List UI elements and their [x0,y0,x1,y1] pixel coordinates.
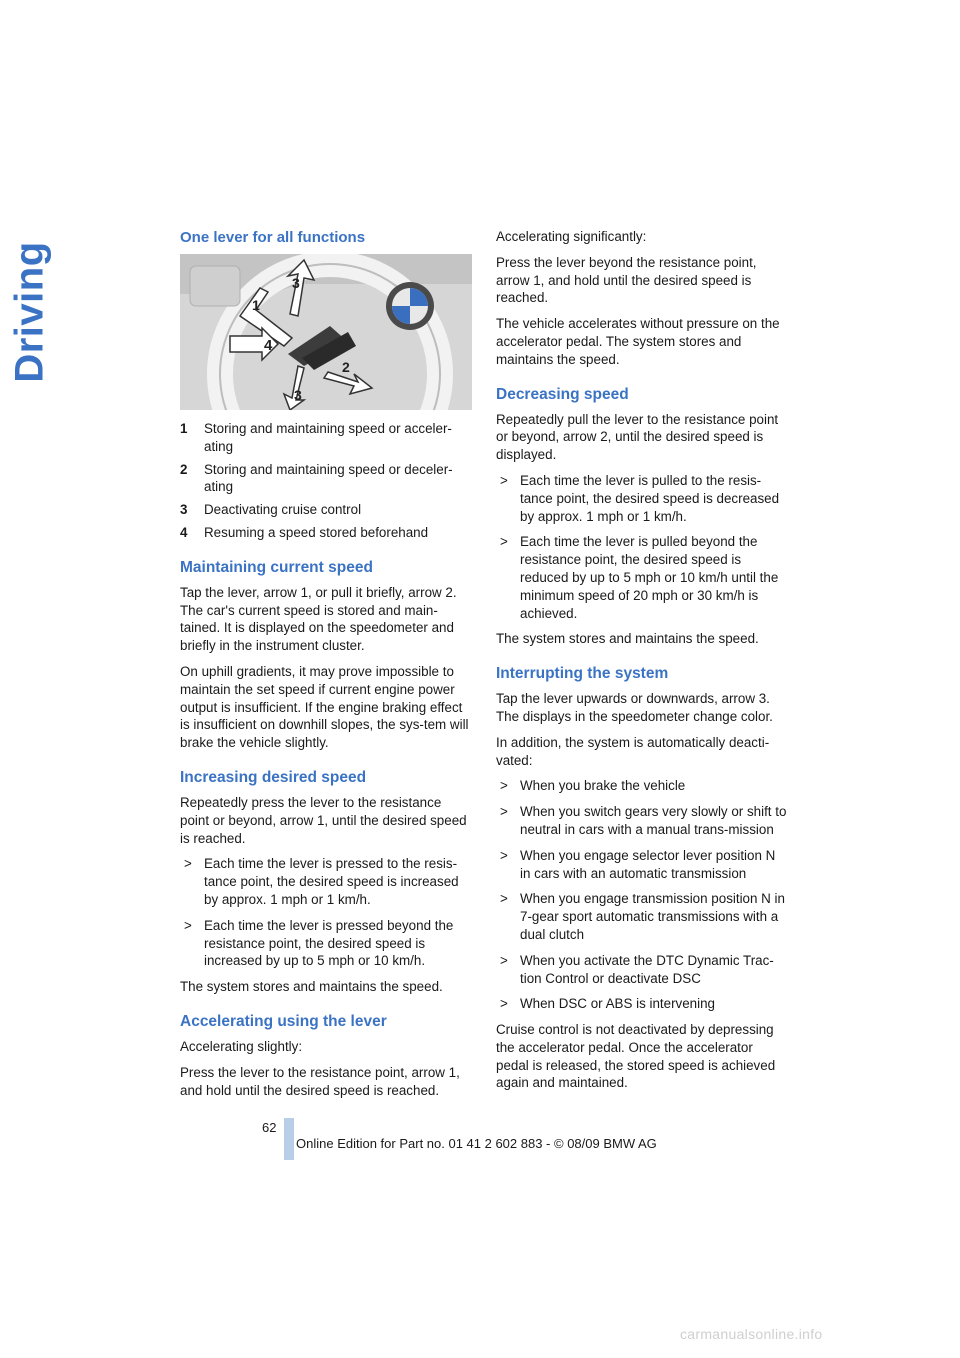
left-column [180,228,472,1107]
deactivation-bullet [496,847,788,883]
bullet-text: When DSC or ABS is intervening [520,996,715,1012]
deactivation-bullet [496,890,788,943]
bullet-glyph: > [500,891,508,907]
heading-one-lever: One lever for all functions [180,229,366,246]
figure-label-1: 1 [252,297,260,313]
legend-item [180,501,472,519]
bullet-text: When you activate the DTC Dynamic Trac-tion Control or deactivate DSC [520,952,774,986]
increasing-bullet [180,917,472,970]
bullet-glyph: > [500,804,508,820]
interrupting-paragraph-1: Tap the lever upwards or downwards, arrow 3. The displays in the speedometer change color. [496,691,773,724]
bullet-text: When you brake the vehicle [520,778,686,794]
footer-edition-text: Online Edition for Part no. 01 41 2 602 883 - © 08/09 BMW AG [296,1136,657,1151]
heading-maintaining-speed: Maintaining current speed [180,558,373,576]
accelerating-significantly-paragraph-2: The vehicle accelerates without pressure on the accelerator pedal. The system stores and maintains the speed. [496,316,780,367]
legend-text: Deactivating cruise control [204,502,362,518]
deactivation-bullet [496,803,788,839]
legend-number: 1 [180,421,188,436]
decreasing-paragraph-1: Repeatedly pull the lever to the resistance point or beyond, arrow 2, until the desired speed is displayed. [496,411,779,463]
deactivation-bullet [496,952,788,988]
bullet-text: Each time the lever is pressed beyond the resistance point, the desired speed is increased by up to 5 mph or 10 km/h. [204,917,454,969]
accelerating-slightly-label: Accelerating slightly: [180,1038,303,1054]
cruise-control-lever-illustration [180,254,472,410]
bullet-glyph: > [500,778,508,794]
legend-text: Storing and maintaining speed or deceler-ating [204,461,453,495]
deactivation-bullet [496,995,788,1013]
decreasing-bullet [496,533,788,622]
bullet-text: When you switch gears very slowly or shift to neutral in cars with a manual trans-mission [520,804,787,837]
bullet-text: Each time the lever is pulled beyond the resistance point, the desired speed is reduced by up to 5 mph or 10 km/h until the minimum speed of 20 mph or 30 km/h is achieved. [520,534,779,621]
bullet-glyph: > [500,847,508,863]
decreasing-bullet [496,472,788,525]
heading-decreasing-speed: Decreasing speed [496,385,629,403]
heading-interrupting-system: Interrupting the system [496,665,669,683]
heading-accelerating-lever: Accelerating using the lever [180,1012,387,1030]
section-sidebar-title [6,222,54,402]
page-number: 62 [262,1120,277,1135]
interrupting-paragraph-3: Cruise control is not deactivated by depressing the accelerator pedal. Once the accelerator pedal is released, the stored speed is achieved again and maintained. [496,1022,776,1091]
maintaining-paragraph-2: On uphill gradients, it may prove impossible to maintain the set speed if current engine power output is insufficient. If the engine braking effect is insufficient on downhill slopes, the sys-tem will brake the vehicle slightly. [180,663,469,751]
bullet-text: When you engage selector lever position N in cars with an automatic transmission [520,847,776,881]
accelerating-significantly-paragraph-1: Press the lever beyond the resistance point, arrow 1, and hold until the desired speed is reached. [496,254,757,306]
maintaining-paragraph-1: Tap the lever, arrow 1, or pull it briefly, arrow 2. The car's current speed is stored and main-tained. It is displayed on the speedometer and briefly in the instrument cluster. [180,584,457,654]
bullet-glyph: > [500,996,508,1012]
interrupting-paragraph-2: In addition, the system is automatically deacti-vated: [496,734,770,768]
footer-accent-bar [284,1118,294,1160]
accelerating-significantly-label: Accelerating significantly: [496,229,647,244]
figure-label-4: 4 [264,337,273,354]
legend-number: 3 [180,502,188,518]
bullet-text: When you engage transmission position N in 7-gear sport automatic transmissions with a dual clutch [520,891,785,942]
increasing-bullet [180,855,472,908]
bullet-glyph: > [500,952,508,968]
bullet-glyph: > [500,472,508,488]
legend-item [180,524,472,542]
bullet-text: Each time the lever is pulled to the resis-tance point, the desired speed is decreased by approx. 1 mph or 1 km/h. [520,472,780,524]
legend-number: 2 [180,461,188,477]
bullet-glyph: > [184,856,192,872]
increasing-paragraph-1: Repeatedly press the lever to the resistance point or beyond, arrow 1, until the desired speed is reached. [180,794,467,846]
watermark: carmanualsonline.info [680,1326,823,1342]
increasing-paragraph-2: The system stores and maintains the speed. [180,979,443,995]
heading-increasing-speed: Increasing desired speed [180,768,367,786]
bullet-glyph: > [184,917,192,933]
bullet-text: Each time the lever is pressed to the resis-tance point, the desired speed is increased by approx. 1 mph or 1 km/h. [204,856,459,907]
figure-label-3-bottom: 3 [294,387,302,403]
figure-label-2: 2 [342,359,350,375]
deactivation-bullet [496,777,788,795]
lever-diagram [180,254,472,410]
accelerating-paragraph-1: Press the lever to the resistance point, arrow 1, and hold until the desired speed is reached. [180,1064,460,1098]
figure-label-3-top: 3 [292,275,300,291]
section-title: Driving [7,241,52,383]
lever-function-legend [180,420,472,542]
right-column [496,228,788,1100]
decreasing-paragraph-2: The system stores and maintains the speed. [496,631,759,647]
bullet-glyph: > [500,534,508,550]
legend-text: Storing and maintaining speed or acceler-ating [204,421,452,454]
legend-number: 4 [180,524,188,540]
legend-item [180,461,472,497]
legend-item [180,420,472,456]
legend-text: Resuming a speed stored beforehand [204,524,429,540]
